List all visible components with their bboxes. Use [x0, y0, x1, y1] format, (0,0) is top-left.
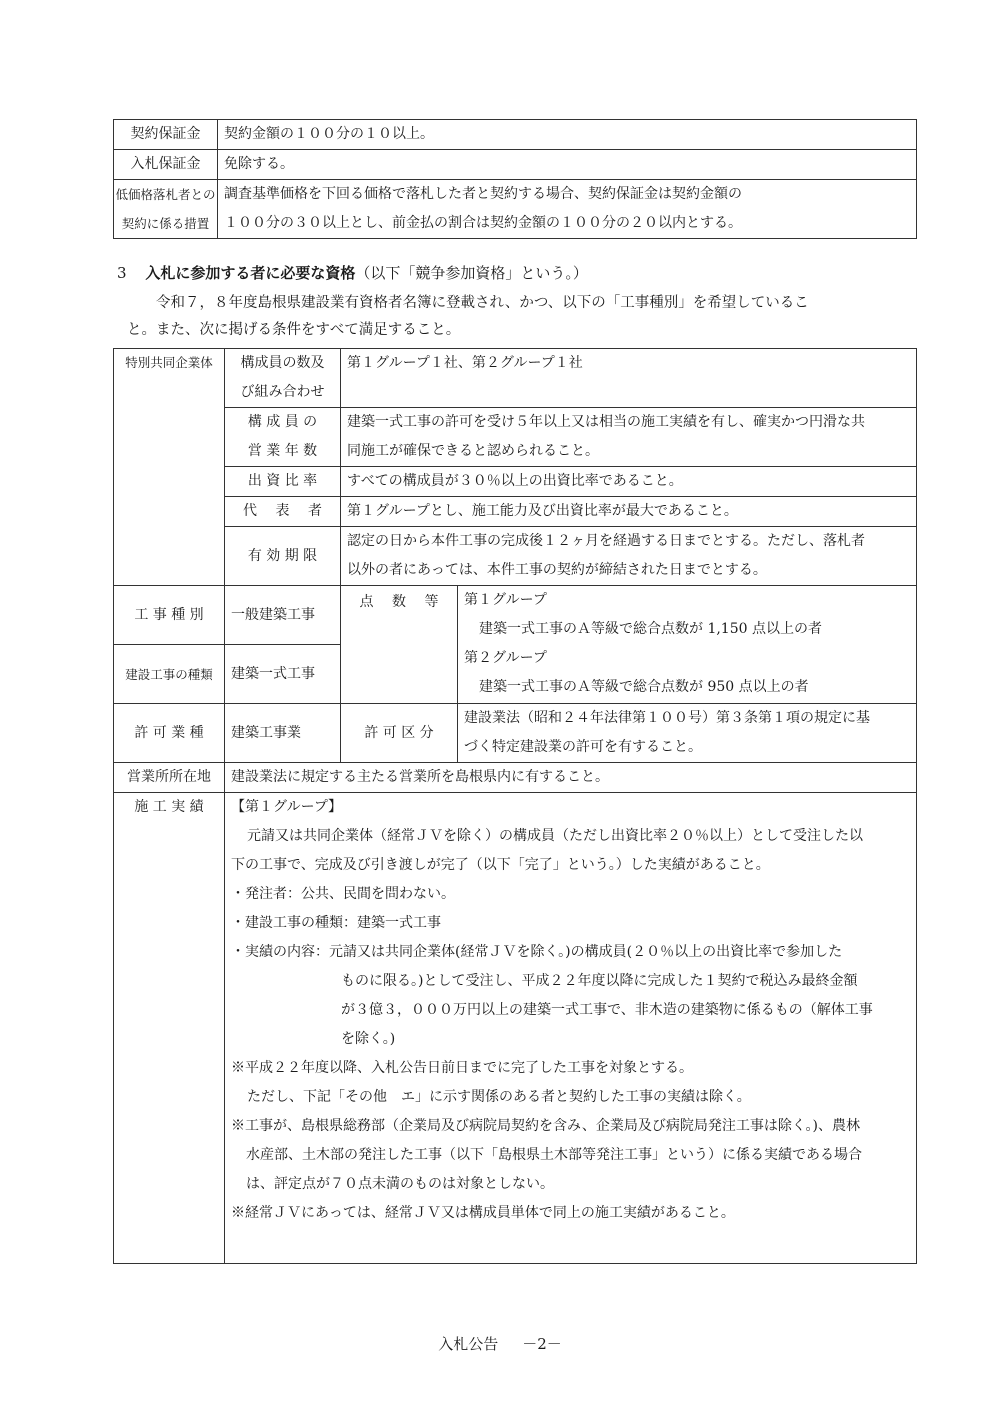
section-title: 入札に参加する者に必要な資格: [145, 264, 356, 282]
text-line: ・発注者：公共、民間を問わない。: [231, 886, 455, 902]
koji-shubetsu-label: 工 事 種 別: [114, 586, 225, 645]
text-line: が３億３，０００万円以上の建築一式工事で、非木造の建築物に係るもの（解体工事: [341, 1002, 873, 1018]
jv-label: 特別共同企業体: [114, 349, 225, 586]
row-value: 免除する。: [218, 150, 917, 180]
kensetsu-shurui-value: 建築一式工事: [225, 645, 341, 704]
eigyosho-label: 営業所所在地: [114, 763, 225, 793]
row-label: 入札保証金: [114, 150, 218, 180]
text-line: 以外の者にあっては、本件工事の契約が締結された日までとする。: [347, 562, 767, 578]
text-line: 第１グループ: [464, 592, 547, 608]
jv-item-label: [225, 408, 341, 467]
table-row: [114, 704, 917, 763]
row-label: [114, 180, 218, 239]
section-title-note: （以下「競争参加資格」という。）: [355, 264, 588, 282]
text-line: を除く。): [341, 1031, 396, 1047]
seko-jisseki-label: 施 工 実 績: [114, 793, 225, 1264]
jv-item-value: [341, 527, 917, 586]
text-line: 元請又は共同企業体（経常ＪＶを除く）の構成員（ただし出資比率２０％以上）として受注した以: [247, 828, 863, 844]
text-line: ・建設工事の種類：建築一式工事: [231, 915, 441, 931]
text-line: は、評定点が７０点未満のものは対象としない。: [246, 1176, 554, 1192]
page-footer: [0, 1333, 1000, 1354]
text-line: ※経常ＪＶにあっては、経常ＪＶ又は構成員単体で同上の施工実績があること。: [231, 1205, 735, 1221]
jv-item-value: [341, 408, 917, 467]
label-line: 低価格落札者との: [115, 187, 216, 202]
kyoka-kubun-label: 許 可 区 分: [341, 704, 458, 763]
table-row: [114, 349, 917, 408]
text-line: 第１グループ１社、第２グループ１社: [347, 355, 583, 371]
row-value: [218, 180, 917, 239]
tensu-label: 点 数 等: [341, 586, 458, 704]
table-row: [114, 586, 917, 645]
text-line: ※平成２２年度以降、入札公告日前日までに完了した工事を対象とする。: [231, 1060, 693, 1076]
text-line: 建築一式工事の許可を受け５年以上又は相当の施工実績を有し、確実かつ円滑な共: [347, 414, 865, 430]
text-line: ・実績の内容：元請又は共同企業体(経常ＪＶを除く。)の構成員(２０％以上の出資比率で参加した: [231, 944, 843, 960]
tensu-value: [458, 586, 917, 704]
text-line: 認定の日から本件工事の完成後１２ヶ月を経過する日までとする。ただし、落札者: [347, 533, 865, 549]
guarantee-table: [113, 119, 917, 239]
jv-item-label: 出 資 比 率: [225, 467, 341, 497]
label-line: 営 業 年 数: [247, 443, 318, 459]
text-line: 水産部、土木部の発注した工事（以下「島根県土木部等発注工事」という）に係る実績である場合: [246, 1147, 862, 1163]
koji-shubetsu-value: 一般建築工事: [225, 586, 341, 645]
page-number: －2－: [522, 1335, 562, 1353]
label-line: び組み合わせ: [240, 384, 325, 400]
label-line: 構 成 員 の: [247, 414, 318, 430]
kensetsu-shurui-label: 建設工事の種類: [114, 645, 225, 704]
text-line: 下の工事で、完成及び引き渡しが完了（以下「完了」という。）した実績があること。: [231, 857, 770, 873]
text-line: 建築一式工事のＡ等級で総合点数が 1,150 点以上の者: [479, 621, 822, 637]
jv-item-label: 代 表 者: [225, 497, 341, 527]
text-line: ※工事が、島根県総務部（企業局及び病院局契約を含み、企業局及び病院局発注工事は除く。)、農林: [231, 1118, 861, 1134]
section-heading: [117, 262, 588, 283]
table-row: [114, 180, 917, 239]
kyoka-gyoshu-label: 許 可 業 種: [114, 704, 225, 763]
jv-item-value: [341, 349, 917, 408]
label-line: 構成員の数及: [240, 355, 325, 371]
text-line: 第２グループ: [464, 650, 547, 666]
text-line: 調査基準価格を下回る価格で落札した者と契約する場合、契約保証金は契約金額の: [224, 186, 742, 202]
text-line: づく特定建設業の許可を有すること。: [464, 739, 702, 755]
table-row: [114, 467, 917, 497]
table-row: [114, 408, 917, 467]
jv-item-value: 第１グループとし、施工能力及び出資比率が最大であること。: [341, 497, 917, 527]
section-paragraph-line: 令和７，８年度島根県建設業有資格者名簿に登載され、かつ、以下の「工事種別」を希望しているこ: [156, 295, 809, 311]
jv-item-value: すべての構成員が３０％以上の出資比率であること。: [341, 467, 917, 497]
seko-jisseki-value: [225, 793, 917, 1264]
kyoka-kubun-value: [458, 704, 917, 763]
table-row: [114, 793, 917, 1264]
footer-label: 入札公告: [438, 1335, 499, 1353]
text-line: ただし、下記「その他 エ」に示す関係のある者と契約した工事の実績は除く。: [247, 1089, 751, 1105]
text-line: ものに限る。)として受注し、平成２２年度以降に完成した１契約で税込み最終金額: [341, 973, 858, 989]
section-paragraph-line: と。また、次に掲げる条件をすべて満足すること。: [127, 322, 461, 338]
text-line: １００分の３０以上とし、前金払の割合は契約金額の１００分の２０以内とする。: [224, 215, 742, 231]
label-line: 契約に係る措置: [121, 216, 210, 231]
text-line: 【第１グループ】: [231, 799, 343, 815]
table-row: [114, 527, 917, 586]
table-row: [114, 120, 917, 150]
row-value: 契約金額の１００分の１０以上。: [218, 120, 917, 150]
jv-item-label: 有 効 期 限: [225, 527, 341, 586]
text-line: 建設業法（昭和２４年法律第１００号）第３条第１項の規定に基: [464, 710, 870, 726]
text-line: 建築一式工事のＡ等級で総合点数が 950 点以上の者: [479, 679, 809, 695]
kyoka-gyoshu-value: 建築工事業: [225, 704, 341, 763]
text-line: 同施工が確保できると認められること。: [347, 443, 599, 459]
table-row: [114, 763, 917, 793]
eigyosho-value: 建設業法に規定する主たる営業所を島根県内に有すること。: [225, 763, 917, 793]
section-number: 3: [117, 264, 127, 282]
jv-item-label: [225, 349, 341, 408]
table-row: [114, 497, 917, 527]
qualification-table: [113, 348, 917, 1264]
table-row: [114, 150, 917, 180]
row-label: 契約保証金: [114, 120, 218, 150]
